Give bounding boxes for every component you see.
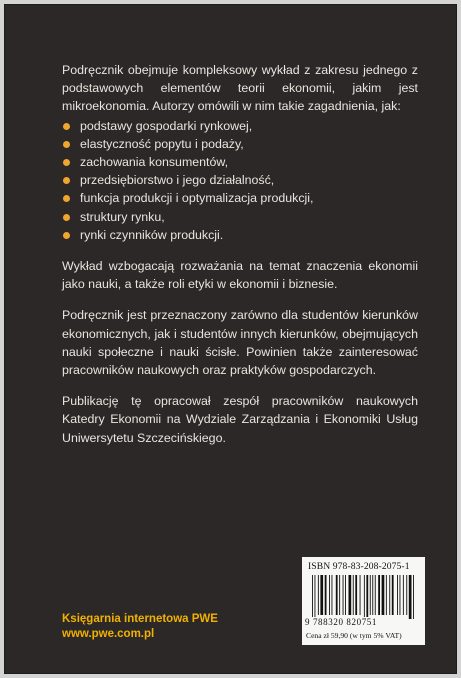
body-paragraph: Publikację tę opracował zespół pracowników naukowych Katedry Ekonomii na Wydziale Zarządzania i Ekonomiki Usług Uniwersytetu Szczecińskiego. [62, 394, 418, 445]
barcode-bar [364, 575, 365, 619]
topic-item: funkcja produkcji i optymalizacja produkcji, [62, 189, 418, 207]
bullet-dot-icon [63, 232, 70, 239]
bullet-dot-icon [63, 159, 70, 166]
price-label: Cena zł 59,90 (w tym 5% VAT) [306, 631, 402, 640]
barcode-bar [336, 575, 338, 615]
barcode-bar [360, 575, 361, 615]
barcode-bar [375, 575, 376, 615]
topic-item: podstawy gospodarki rynkowej, [62, 117, 418, 135]
barcode-bar [400, 575, 401, 615]
barcode-bar [389, 575, 390, 615]
bullet-dot-icon [63, 214, 70, 221]
barcode-bar [370, 575, 371, 615]
barcode-bar [378, 575, 380, 615]
barcode-bar [413, 575, 414, 619]
isbn-barcode-box [302, 557, 425, 645]
barcode-bar [386, 575, 387, 615]
barcode-bar [345, 575, 346, 615]
intro-paragraph: Podręcznik obejmuje kompleksowy wykład z zakresu jednego z podstawowych elementów teorii ekonomii, jakim jest mikroekonomia. Autorzy omówili w nim takie zagadnienia, jak: [62, 63, 418, 114]
body-paragraph: Wykład wzbogacają rozważania na temat znaczenia ekonomii jako nauki, a także roli etyki w ekonomii i biznesie. [62, 259, 418, 292]
barcode-bar [325, 575, 327, 615]
barcode-bar [318, 575, 319, 615]
bullet-dot-icon [63, 177, 70, 184]
barcode-bar [392, 575, 394, 615]
bullet-dot-icon [63, 123, 70, 130]
barcode-bar [343, 575, 344, 615]
topic-item: rynki czynników produkcji. [62, 226, 418, 244]
barcode-bar [366, 575, 368, 619]
topic-item: zachowania konsumentów, [62, 153, 418, 171]
bullet-dot-icon [63, 195, 70, 202]
topic-item: przedsiębiorstwo i jego działalność, [62, 171, 418, 189]
barcode-bar [320, 575, 323, 615]
topic-item: elastyczność popytu i podaży, [62, 135, 418, 153]
barcode-bar [353, 575, 354, 615]
barcode-bar [406, 575, 407, 615]
publisher-footer [62, 612, 218, 642]
store-name: Księgarnia internetowa PWE [62, 613, 218, 625]
book-back-cover [4, 4, 457, 674]
barcode-bar [315, 575, 316, 619]
body-paragraph: Podręcznik jest przeznaczony zarówno dla studentów kierunków ekonomicznych, jak i studentów innych kierunków, obejmujących nauki społeczne i nauki ścisłe. Powinien także zainteresować pracowników naukowych oraz praktyków gospodarczych. [62, 308, 418, 378]
barcode-number: 9 788320 820751 [305, 617, 377, 627]
barcode-bar [397, 575, 398, 615]
barcode-bar [372, 575, 373, 615]
topic-list [62, 117, 418, 244]
description-text [62, 61, 418, 447]
barcode-bar [355, 575, 357, 615]
barcode-bar [332, 575, 333, 615]
barcode-bar [409, 575, 412, 619]
barcode-bar [403, 575, 404, 615]
barcode-bar [312, 575, 313, 619]
isbn-label: ISBN 978-83-208-2075-1 [308, 561, 410, 572]
barcode-bar [329, 575, 330, 615]
topic-item: struktury rynku, [62, 208, 418, 226]
barcode-bar [349, 575, 352, 615]
store-url[interactable]: www.pwe.com.pl [62, 628, 155, 640]
bullet-dot-icon [63, 141, 70, 148]
barcode-bar [382, 575, 385, 615]
barcode-bar [339, 575, 340, 615]
